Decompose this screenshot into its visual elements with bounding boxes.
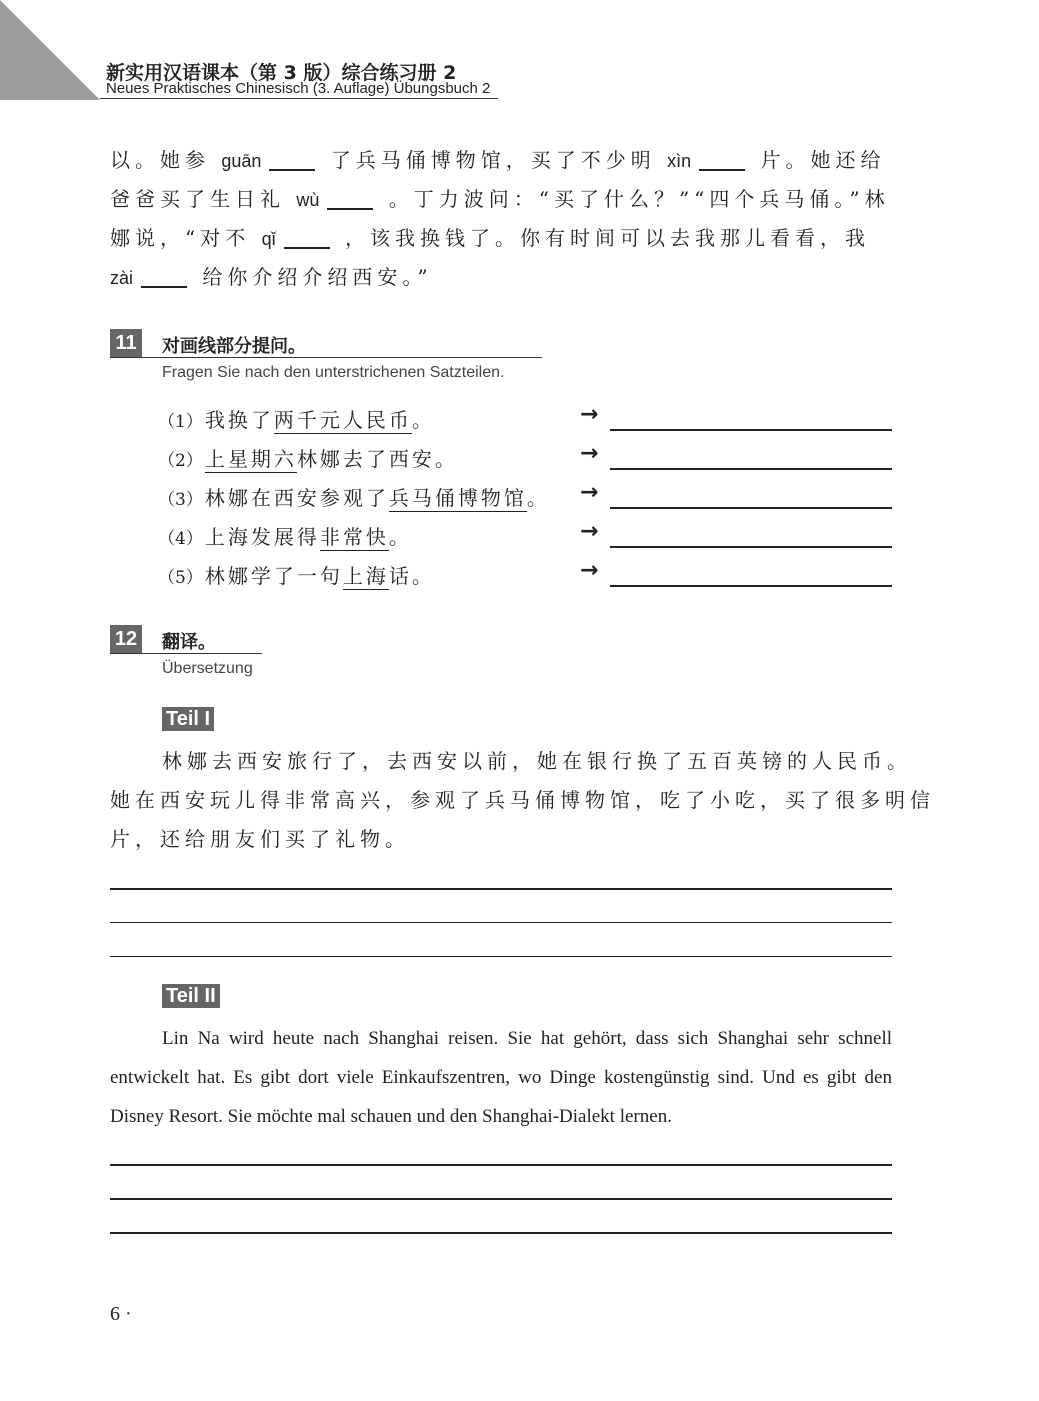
teil2-text: Lin Na wird heute nach Shanghai reisen. Sie hat gehört, dass sich Shanghai sehr schnell entwickelt hat. Es gibt dort viele Einkaufszentren, wo Dinge kostengünstig sind. Und es gibt den Disney Resort. Sie möchte mal schauen und den Shanghai-Dialekt lernen.	[110, 1028, 892, 1127]
fill-blank[interactable]	[699, 149, 745, 171]
teil1-text-line: 林娜去西安旅行了，去西安以前，她在银行换了五百英镑的人民币。	[162, 749, 912, 773]
exercise-item: （3） 林娜在西安参观了兵马俑博物馆。	[158, 486, 550, 510]
page-number: 6 ·	[110, 1303, 132, 1325]
section-rule	[110, 653, 262, 654]
fill-blank[interactable]	[284, 227, 330, 249]
arrow-icon: →	[580, 402, 599, 427]
exercise-item: （4） 上海发展得非常快。	[158, 525, 412, 549]
fill-blank[interactable]	[269, 149, 315, 171]
section-title-cn: 对画线部分提问。	[162, 336, 306, 357]
exercise-item: （5） 林娜学了一句上海话。	[158, 564, 435, 588]
writing-line[interactable]	[110, 1232, 892, 1234]
corner-decoration	[0, 0, 100, 100]
teil1-text-line: 她在西安玩儿得非常高兴，参观了兵马俑博物馆，吃了小吃，买了很多明信	[110, 788, 935, 812]
fill-blank[interactable]	[327, 188, 373, 210]
writing-line[interactable]	[110, 888, 892, 890]
teil-label: Teil II	[162, 984, 220, 1008]
writing-line[interactable]	[110, 1164, 892, 1166]
book-title-de: Neues Praktisches Chinesisch (3. Auflage) Übungsbuch 2	[106, 80, 491, 97]
intro-line-3: 娜说，“对不 qǐ ，该我换钱了。你有时间可以去我那儿看看，我	[110, 226, 870, 250]
fill-blank[interactable]	[141, 266, 187, 288]
teil1-text-line: 片，还给朋友们买了礼物。	[110, 827, 410, 851]
header-rule	[100, 98, 498, 99]
section-number: 12	[110, 625, 142, 653]
writing-line[interactable]	[110, 956, 892, 957]
exercise-item: （2） 上星期六林娜去了西安。	[158, 447, 458, 471]
answer-line[interactable]	[610, 546, 892, 548]
intro-line-4: zài 给你介绍介绍西安。”	[110, 265, 433, 289]
answer-line[interactable]	[610, 585, 892, 587]
teil-label: Teil I	[162, 707, 214, 731]
answer-line[interactable]	[610, 468, 892, 470]
section-number: 11	[110, 329, 142, 357]
writing-line[interactable]	[110, 1198, 892, 1200]
arrow-icon: →	[580, 519, 599, 544]
answer-line[interactable]	[610, 429, 892, 431]
writing-line[interactable]	[110, 922, 892, 923]
section-title-de: Übersetzung	[162, 660, 253, 677]
exercise-item: （1） 我换了两千元人民币。	[158, 408, 435, 432]
section-title-cn: 翻译。	[162, 632, 216, 653]
intro-line-1: 以。她参 guān 了兵马俑博物馆，买了不少明 xìn 片。她还给	[110, 148, 886, 172]
section-title-de: Fragen Sie nach den unterstrichenen Satzteilen.	[162, 364, 505, 381]
section-rule	[110, 357, 542, 358]
answer-line[interactable]	[610, 507, 892, 509]
arrow-icon: →	[580, 441, 599, 466]
arrow-icon: →	[580, 480, 599, 505]
intro-line-2: 爸爸买了生日礼 wù 。丁力波问：“买了什么？”“四个兵马俑。”林	[110, 187, 890, 211]
book-title-cn: 新实用汉语课本（第 3 版）综合练习册 2	[106, 62, 457, 84]
arrow-icon: →	[580, 558, 599, 583]
